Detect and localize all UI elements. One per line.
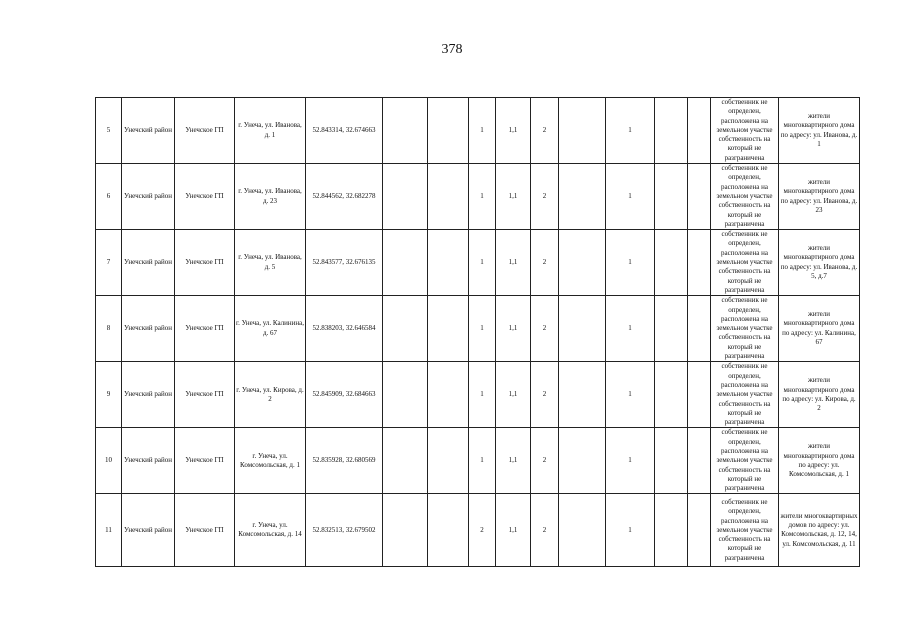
volume-cell: 2 [531, 428, 559, 494]
volume-cell: 2 [531, 362, 559, 428]
volume-cell: 2 [531, 230, 559, 296]
count-cell: 1 [469, 164, 496, 230]
coordinates-cell: 52.845909, 32.684663 [306, 362, 383, 428]
containers-cell: 1 [606, 494, 655, 567]
district-cell: Унечский район [122, 494, 175, 567]
district-cell: Унечский район [122, 230, 175, 296]
served-cell: жители многоквартирных домов по адресу: ул. Комсомольская, д. 12, 14, ул. Комсомольская, д. 11 [779, 494, 860, 567]
empty-cell [428, 494, 469, 567]
row-number: 11 [96, 494, 122, 567]
area-cell: 1,1 [496, 494, 531, 567]
area-cell: 1,1 [496, 98, 531, 164]
empty-cell [383, 494, 428, 567]
district-cell: Унечский район [122, 296, 175, 362]
owner-cell: собственник не определен, расположена на земельном участке собственность на который не разграничена [711, 428, 779, 494]
empty-cell [428, 98, 469, 164]
area-cell: 1,1 [496, 296, 531, 362]
coordinates-cell: 52.838203, 32.646584 [306, 296, 383, 362]
table-row [96, 98, 860, 164]
owner-cell: собственник не определен, расположена на земельном участке собственность на который не разграничена [711, 164, 779, 230]
empty-cell [688, 494, 711, 567]
owner-cell: собственник не определен, расположена на земельном участке собственность на который не разграничена [711, 296, 779, 362]
empty-cell [559, 428, 606, 494]
empty-cell [655, 494, 688, 567]
count-cell: 2 [469, 494, 496, 567]
served-cell: жители многоквартирного дома по адресу: ул. Комсомольская, д. 1 [779, 428, 860, 494]
district-cell: Унечский район [122, 98, 175, 164]
row-number: 10 [96, 428, 122, 494]
empty-cell [688, 362, 711, 428]
empty-cell [688, 164, 711, 230]
area-cell: 1,1 [496, 428, 531, 494]
address-cell: г. Унеча, ул. Иванова, д. 23 [235, 164, 306, 230]
table-row [96, 428, 860, 494]
table-row [96, 362, 860, 428]
coordinates-cell: 52.832513, 32.679502 [306, 494, 383, 567]
owner-cell: собственник не определен, расположена на земельном участке собственность на который не разграничена [711, 98, 779, 164]
volume-cell: 2 [531, 494, 559, 567]
empty-cell [655, 296, 688, 362]
table-row [96, 164, 860, 230]
owner-cell: собственник не определен, расположена на земельном участке собственность на который не разграничена [711, 494, 779, 567]
empty-cell [688, 296, 711, 362]
served-cell: жители многоквартирного дома по адресу: ул. Иванова, д. 1 [779, 98, 860, 164]
containers-cell: 1 [606, 296, 655, 362]
address-cell: г. Унеча, ул. Комсомольская, д. 1 [235, 428, 306, 494]
count-cell: 1 [469, 362, 496, 428]
empty-cell [688, 428, 711, 494]
owner-cell: собственник не определен, расположена на земельном участке собственность на который не разграничена [711, 362, 779, 428]
district-cell: Унечский район [122, 428, 175, 494]
settlement-cell: Унечское ГП [175, 296, 235, 362]
row-number: 6 [96, 164, 122, 230]
settlement-cell: Унечское ГП [175, 362, 235, 428]
registry-table [95, 97, 860, 567]
address-cell: г. Унеча, ул. Калинина, д. 67 [235, 296, 306, 362]
page-number: 378 [441, 42, 463, 57]
settlement-cell: Унечское ГП [175, 230, 235, 296]
area-cell: 1,1 [496, 164, 531, 230]
empty-cell [655, 230, 688, 296]
empty-cell [559, 362, 606, 428]
empty-cell [655, 362, 688, 428]
empty-cell [655, 164, 688, 230]
served-cell: жители многоквартирного дома по адресу: ул. Иванова, д. 23 [779, 164, 860, 230]
volume-cell: 2 [531, 164, 559, 230]
count-cell: 1 [469, 296, 496, 362]
empty-cell [559, 230, 606, 296]
served-cell: жители многоквартирного дома по адресу: ул. Кирова, д. 2 [779, 362, 860, 428]
empty-cell [655, 428, 688, 494]
empty-cell [428, 296, 469, 362]
area-cell: 1,1 [496, 230, 531, 296]
empty-cell [383, 164, 428, 230]
empty-cell [655, 98, 688, 164]
address-cell: г. Унеча, ул. Кирова, д. 2 [235, 362, 306, 428]
settlement-cell: Унечское ГП [175, 164, 235, 230]
volume-cell: 2 [531, 98, 559, 164]
address-cell: г. Унеча, ул. Иванова, д. 5 [235, 230, 306, 296]
empty-cell [688, 98, 711, 164]
empty-cell [383, 98, 428, 164]
area-cell: 1,1 [496, 362, 531, 428]
count-cell: 1 [469, 98, 496, 164]
containers-cell: 1 [606, 98, 655, 164]
row-number: 8 [96, 296, 122, 362]
empty-cell [428, 164, 469, 230]
containers-cell: 1 [606, 230, 655, 296]
empty-cell [383, 230, 428, 296]
served-cell: жители многоквартирного дома по адресу: ул. Иванова, д. 5, д.7 [779, 230, 860, 296]
empty-cell [559, 164, 606, 230]
address-cell: г. Унеча, ул. Иванова, д. 1 [235, 98, 306, 164]
table-row [96, 230, 860, 296]
row-number: 9 [96, 362, 122, 428]
containers-cell: 1 [606, 362, 655, 428]
empty-cell [383, 362, 428, 428]
count-cell: 1 [469, 230, 496, 296]
empty-cell [559, 98, 606, 164]
containers-cell: 1 [606, 164, 655, 230]
settlement-cell: Унечское ГП [175, 494, 235, 567]
coordinates-cell: 52.835928, 32.680569 [306, 428, 383, 494]
empty-cell [428, 362, 469, 428]
district-cell: Унечский район [122, 362, 175, 428]
settlement-cell: Унечское ГП [175, 98, 235, 164]
served-cell: жители многоквартирного дома по адресу: ул. Калинина, 67 [779, 296, 860, 362]
empty-cell [383, 428, 428, 494]
empty-cell [383, 296, 428, 362]
empty-cell [428, 428, 469, 494]
district-cell: Унечский район [122, 164, 175, 230]
coordinates-cell: 52.843577, 32.676135 [306, 230, 383, 296]
empty-cell [428, 230, 469, 296]
owner-cell: собственник не определен, расположена на земельном участке собственность на который не разграничена [711, 230, 779, 296]
row-number: 5 [96, 98, 122, 164]
table-row [96, 296, 860, 362]
empty-cell [559, 296, 606, 362]
empty-cell [688, 230, 711, 296]
coordinates-cell: 52.843314, 32.674663 [306, 98, 383, 164]
count-cell: 1 [469, 428, 496, 494]
row-number: 7 [96, 230, 122, 296]
table-row [96, 494, 860, 567]
address-cell: г. Унеча, ул. Комсомольская, д. 14 [235, 494, 306, 567]
coordinates-cell: 52.844562, 32.682278 [306, 164, 383, 230]
volume-cell: 2 [531, 296, 559, 362]
containers-cell: 1 [606, 428, 655, 494]
settlement-cell: Унечское ГП [175, 428, 235, 494]
empty-cell [559, 494, 606, 567]
